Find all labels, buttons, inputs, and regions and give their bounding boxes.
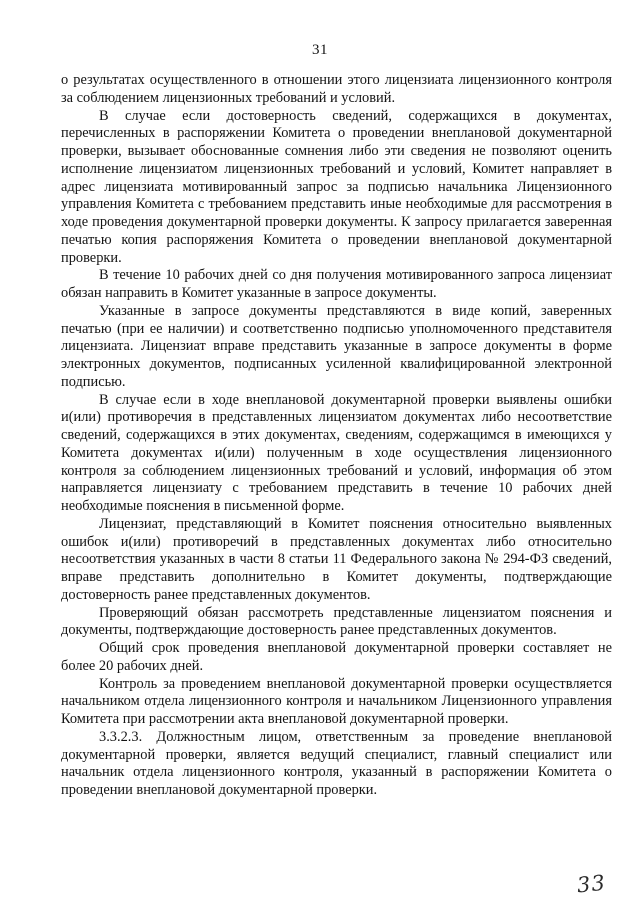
paragraph-responsible-officer: 3.3.2.3. Должностным лицом, ответственным за проведение внеплановой документарной проверки, является ведущий специалист, главный специалист или начальник отдела лицензионного контроля, указанный в распоряжении Комитета о проведении внеплановой документарной проверки.	[61, 728, 612, 798]
paragraph-copies: Указанные в запросе документы представляются в виде копий, заверенных печатью (при ее наличии) и соответственно подписью уполномоченного представителя лицензиата. Лицензиат вправе представить указанные в запросе документы в форме электронных документов, подписанных усиленной квалифицированной электронной подписью.	[61, 302, 612, 390]
paragraph-total-term: Общий срок проведения внеплановой документарной проверки составляет не более 20 рабочих дней.	[61, 640, 612, 674]
paragraph-continuation: о результатах осуществленного в отношении этого лицензиата лицензионного контроля за соблюдением лицензионных требований и условий.	[61, 72, 612, 106]
page-number: 31	[312, 42, 328, 58]
paragraph-ten-days: В течение 10 рабочих дней со дня получения мотивированного запроса лицензиат обязан направить в Комитет указанные в запросе документы.	[61, 267, 612, 301]
paragraph-motivated-request: В случае если достоверность сведений, содержащихся в документах, перечисленных в распоряжении Комитета о проведении внеплановой документарной проверки, вызывает обоснованные сомнения либо эти сведения не позволяют оценить исполнение лицензиатом лицензионных требований и условий, Комитет направляет в адрес лицензиата мотивированный запрос за подписью начальника Лицензионного управления Комитета с требованием представить иные необходимые для рассмотрения в ходе проведения документарной проверки документы. К запросу прилагается заверенная печатью копия распоряжения Комитета о проведении внеплановой документарной проверки.	[61, 107, 612, 266]
paragraph-errors-found: В случае если в ходе внеплановой документарной проверки выявлены ошибки и(или) противоречия в представленных лицензиатом документах либо несоответствие сведений, содержащихся в этих документах, сведениям, содержащимся в имеющихся у Комитета документах и(или) полученным в ходе осуществления лицензионного контроля за соблюдением лицензионных требований и условий, информация об этом направляется лицензиату с требованием представить в течение 10 рабочих дней необходимые пояснения в письменной форме.	[61, 391, 612, 514]
paragraph-reviewer-obliged: Проверяющий обязан рассмотреть представленные лицензиатом пояснения и документы, подтверждающие достоверность ранее представленных документов.	[61, 604, 612, 639]
paragraph-explanations: Лицензиат, представляющий в Комитет пояснения относительно выявленных ошибок и(или) противоречий в представленных документах либо относительно несоответствия указанных в части 8 статьи 11 Федерального закона № 294-ФЗ сведений, вправе представить дополнительно в Комитет документы, подтверждающие достоверность ранее представленных документов.	[61, 515, 612, 603]
handwritten-sheet-number: 33	[576, 870, 608, 898]
document-body	[61, 72, 612, 800]
paragraph-control: Контроль за проведением внеплановой документарной проверки осуществляется начальником отдела лицензионного контроля и начальником Лицензионного управления Комитета при рассмотрении акта внеплановой документарной проверки.	[61, 675, 612, 727]
